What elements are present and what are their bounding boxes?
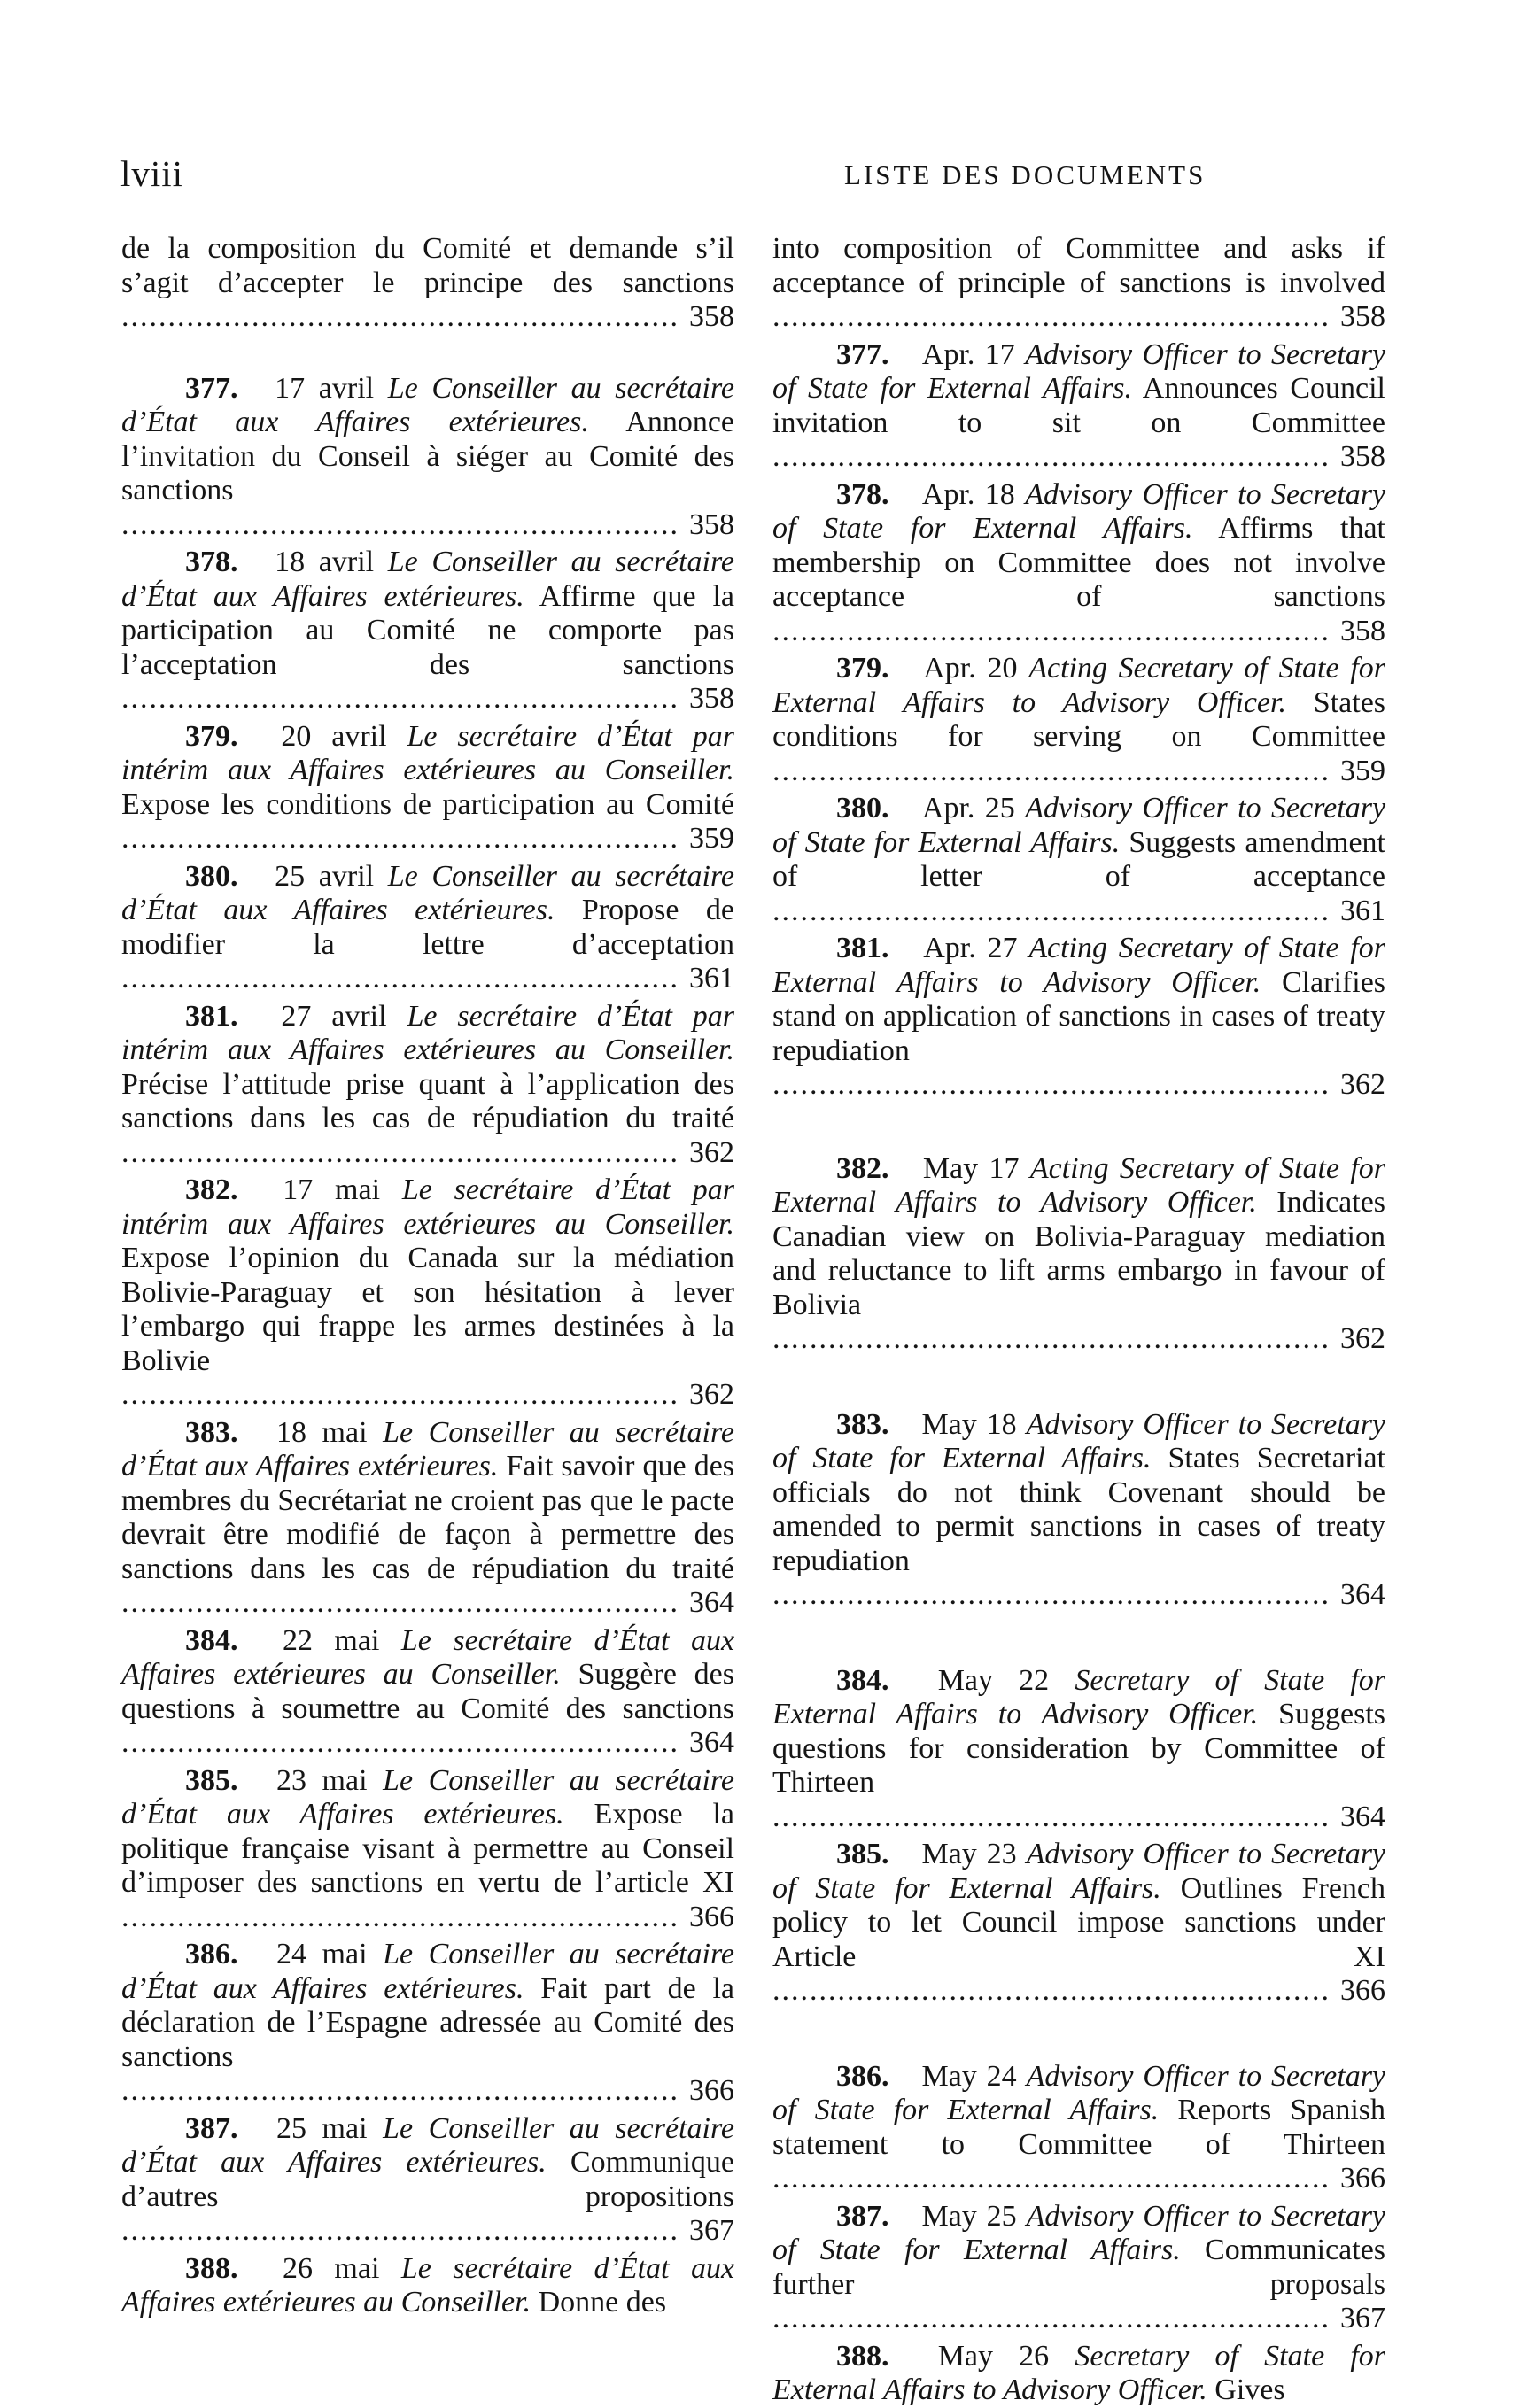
dot-leader: ............................................................ [121, 822, 679, 855]
entry-correspondents: Le secrétaire d’État par intérim aux Affaires extérieures au Conseiller. [121, 999, 735, 1066]
entry-summary: States conditions for serving on Committee [772, 685, 1386, 753]
running-title: LISTE DES DOCUMENTS [844, 159, 1207, 190]
entry-page-number: 358 [689, 682, 734, 715]
dot-leader: ............................................................ [772, 1974, 1331, 2007]
english-entry [772, 2060, 1385, 2196]
entry-date: 24 mai [276, 1938, 368, 1971]
entry-summary: Suggests amendment of letter of acceptance [772, 825, 1386, 893]
entry-number: 382. [836, 1151, 889, 1185]
entry-page-number: 366 [1340, 1974, 1385, 2007]
entry-number: 383. [836, 1407, 889, 1441]
entry-summary: Fait part de la déclaration de l’Espagne adressée au Comité des sanctions [121, 1971, 734, 2073]
entry-page-number: 359 [1340, 754, 1385, 787]
entry-page-number: 359 [689, 822, 734, 855]
entry-summary: Expose l’opinion du Canada sur la médiation Bolivie-Paraguay et son hésitation à lever l’embargo qui frappe les armes destinées à la Bolivie [121, 1242, 734, 1377]
entry-date: 22 mai [282, 1623, 380, 1657]
entry-summary: Annonce l’invitation du Conseil à siéger au Comité des sanctions [121, 406, 735, 507]
english-entry [772, 932, 1385, 1103]
dot-leader: ............................................................ [121, 682, 679, 715]
english-entry [772, 338, 1385, 475]
entry-number: 379. [836, 652, 889, 685]
entry-number: 380. [836, 792, 889, 825]
entry-date: Apr. 17 [921, 337, 1015, 371]
entry-page-number: 362 [1340, 1068, 1385, 1101]
entry-summary: Donne des [538, 2286, 667, 2319]
entry-summary: Clarifies stand on application of sanctions in cases of treaty repudiation [772, 965, 1386, 1067]
entry-correspondents: Advisory Officer to Secretary of State for External Affairs. [772, 1838, 1386, 1905]
entry-correspondents: Le Conseiller au secrétaire d’État aux Affaires extérieures. [121, 2111, 735, 2179]
entry-summary: States Secretariat officials do not think Covenant should be amended to permit sanctions in cases of treaty repudiation [772, 1442, 1386, 1577]
entry-summary: Suggests questions for consideration by Committee of Thirteen [772, 1698, 1386, 1799]
entry-date: Apr. 27 [923, 932, 1018, 964]
entry-correspondents: Secretary of State for External Affairs to Advisory Officer. [772, 2339, 1386, 2406]
entry-summary: de la composition du Comité et demande s’il s’agit d’accepter le principe des sanctions [121, 232, 734, 299]
entry-correspondents: Acting Secretary of State for External Affairs to Advisory Officer. [772, 1151, 1385, 1219]
french-entry [121, 372, 734, 543]
english-entry [772, 2340, 1385, 2408]
entry-number: 386. [185, 1938, 238, 1971]
entry-number: 384. [185, 1623, 238, 1657]
english-entry [772, 1408, 1385, 1613]
dot-leader: ............................................................ [121, 1135, 679, 1169]
entry-summary: Indicates Canadian view on Bolivia-Paraguay mediation and reluctance to lift arms embargo in favour of Bolivia [772, 1186, 1386, 1321]
entry-date: 17 avril [275, 371, 375, 405]
entry-date: 18 mai [276, 1415, 368, 1449]
french-entry [121, 1173, 734, 1413]
entry-page-number: 358 [1340, 614, 1385, 647]
entry-summary: Fait savoir que des membres du Secrétariat ne croient pas que le pacte devrait être modifié de façon à permettre des sanctions dans les cas de répudiation du traité [121, 1450, 735, 1585]
entry-date: May 23 [921, 1838, 1017, 1870]
english-entry [772, 1152, 1385, 1357]
entry-page-number: 366 [689, 2074, 734, 2107]
french-entry [121, 1938, 734, 2109]
entry-page-number: 358 [689, 507, 734, 541]
entry-number: 385. [836, 1838, 889, 1870]
dot-leader: ............................................................ [772, 1578, 1331, 1611]
entry-correspondents: Advisory Officer to Secretary of State for External Affairs. [772, 792, 1386, 859]
entry-summary: Expose la politique française visant à permettre au Conseil d’imposer des sanctions en vertu de l’article XI [121, 1798, 734, 1899]
entry-page-number: 362 [689, 1378, 734, 1411]
french-entry [121, 2252, 734, 2320]
entry-page-number: 361 [689, 962, 734, 995]
entry-date: May 17 [922, 1151, 1020, 1185]
entry-page-number: 364 [1340, 1800, 1385, 1833]
entry-correspondents: Advisory Officer to Secretary of State for External Affairs. [772, 2199, 1386, 2266]
entry-date: 20 avril [281, 719, 387, 753]
dot-leader: ............................................................ [772, 1800, 1331, 1833]
entry-date: Apr. 18 [921, 477, 1015, 511]
entry-page-number: 362 [689, 1135, 734, 1169]
entry-correspondents: Advisory Officer to Secretary of State for External Affairs. [772, 337, 1386, 405]
dot-leader: ............................................................ [772, 1068, 1331, 1101]
entry-number: 388. [836, 2339, 889, 2373]
english-entry [772, 792, 1385, 928]
dot-leader: ............................................................ [121, 2214, 679, 2247]
entry-date: Apr. 25 [921, 792, 1015, 825]
entry-summary: Gives [1214, 2373, 1285, 2406]
english-entry [772, 1664, 1385, 1835]
entry-page-number: 364 [689, 1726, 734, 1759]
entry-correspondents: Le Conseiller au secrétaire d’État aux Affaires extérieures. [121, 1415, 735, 1483]
english-entry [772, 232, 1385, 335]
entry-summary: Affirme que la participation au Comité ne comporte pas l’acceptation des sanctions [121, 579, 735, 681]
entry-summary: Précise l’attitude prise quant à l’application des sanctions dans les cas de répudiation du traité [121, 1067, 734, 1134]
entry-number: 378. [836, 477, 889, 511]
entry-number: 387. [836, 2199, 889, 2233]
entry-summary: into composition of Committee and asks if acceptance of principle of sanctions is involved [772, 232, 1385, 299]
entry-page-number: 358 [689, 300, 734, 333]
entry-summary: Communicates further proposals [772, 2234, 1386, 2301]
dot-leader: ............................................................ [772, 2162, 1331, 2195]
french-entry [121, 860, 734, 996]
entry-correspondents: Secretary of State for External Affairs to Advisory Officer. [772, 1663, 1386, 1731]
dot-leader: ............................................................ [772, 754, 1331, 787]
dot-leader: ............................................................ [772, 300, 1331, 333]
entry-correspondents: Le secrétaire d’État par intérim aux Affaires extérieures au Conseiller. [121, 1173, 735, 1241]
dot-leader: ............................................................ [121, 300, 679, 333]
entry-page-number: 362 [1340, 1322, 1385, 1355]
entry-date: 17 mai [283, 1173, 381, 1206]
entry-number: 388. [185, 2251, 238, 2285]
entry-correspondents: Le Conseiller au secrétaire d’État aux Affaires extérieures. [121, 859, 734, 926]
entry-date: 26 mai [282, 2251, 380, 2285]
french-column [121, 232, 734, 2320]
entry-date: May 22 [937, 1663, 1050, 1697]
dot-leader: ............................................................ [772, 440, 1331, 473]
entry-date: 27 avril [281, 999, 387, 1033]
entry-date: May 18 [921, 1407, 1017, 1441]
entry-number: 385. [185, 1763, 238, 1797]
entry-summary: Outlines French policy to let Council impose sanctions under Article XI [772, 1871, 1386, 1973]
entry-date: 18 avril [275, 546, 375, 578]
dot-leader: ............................................................ [772, 1322, 1331, 1355]
entry-page-number: 358 [1340, 440, 1385, 473]
entry-number: 382. [185, 1173, 238, 1206]
dot-leader: ............................................................ [121, 1378, 679, 1411]
french-entry [121, 1764, 734, 1935]
french-entry [121, 720, 734, 856]
french-entry [121, 232, 734, 335]
entry-number: 387. [185, 2111, 238, 2145]
entry-page-number: 364 [1340, 1578, 1385, 1611]
entry-correspondents: Le Conseiller au secrétaire d’État aux Affaires extérieures. [121, 546, 734, 613]
english-entry [772, 1838, 1385, 2009]
french-entry [121, 1416, 734, 1621]
entry-date: May 26 [937, 2339, 1050, 2373]
entry-correspondents: Le secrétaire d’État aux Affaires extérieures au Conseiller. [121, 1623, 735, 1691]
dot-leader: ............................................................ [772, 2302, 1331, 2334]
entry-date: May 24 [921, 2059, 1017, 2093]
entry-number: 379. [185, 719, 238, 753]
entry-page-number: 361 [1340, 894, 1385, 927]
dot-leader: ............................................................ [121, 1586, 679, 1619]
entry-correspondents: Advisory Officer to Secretary of State for External Affairs. [772, 1407, 1386, 1475]
entry-correspondents: Advisory Officer to Secretary of State for External Affairs. [772, 477, 1386, 545]
entry-correspondents: Le Conseiller au secrétaire d’État aux Affaires extérieures. [121, 1938, 735, 2005]
entry-correspondents: Acting Secretary of State for External Affairs to Advisory Officer. [772, 932, 1386, 999]
entry-number: 378. [185, 546, 238, 578]
dot-leader: ............................................................ [121, 1726, 679, 1759]
entry-number: 377. [836, 337, 889, 371]
entry-page-number: 366 [689, 1900, 734, 1933]
dot-leader: ............................................................ [121, 962, 679, 995]
entry-number: 383. [185, 1415, 238, 1449]
entry-summary: Announces Council invitation to sit on Committee [772, 372, 1386, 439]
dot-leader: ............................................................ [772, 614, 1331, 647]
entry-number: 384. [836, 1663, 889, 1697]
french-entry [121, 1000, 734, 1171]
entry-summary: Affirms that membership on Committee does not involve acceptance of sanctions [772, 512, 1385, 613]
french-entry [121, 2112, 734, 2249]
english-entry [772, 2200, 1385, 2336]
dot-leader: ............................................................ [121, 507, 679, 541]
english-column [772, 232, 1385, 2408]
entry-page-number: 367 [689, 2214, 734, 2247]
entry-summary: Reports Spanish statement to Committee of Thirteen [772, 2094, 1386, 2161]
dot-leader: ............................................................ [772, 894, 1331, 927]
english-entry [772, 478, 1385, 649]
entry-summary: Suggère des questions à soumettre au Comité des sanctions [121, 1658, 734, 1725]
entry-correspondents: Le Conseiller au secrétaire d’État aux Affaires extérieures. [121, 371, 734, 438]
english-entry [772, 652, 1385, 788]
entry-number: 386. [836, 2059, 889, 2093]
entry-summary: Propose de modifier la lettre d’acceptation [121, 894, 735, 961]
entry-page-number: 366 [1340, 2162, 1385, 2195]
entry-date: 25 avril [275, 859, 375, 893]
entry-correspondents: Acting Secretary of State for External Affairs to Advisory Officer. [772, 652, 1386, 719]
entry-summary: Expose les conditions de participation au Comité [121, 787, 734, 821]
entry-number: 381. [836, 932, 889, 964]
entry-date: 25 mai [276, 2111, 368, 2145]
entry-page-number: 367 [1340, 2302, 1385, 2334]
entry-summary: Communique d’autres propositions [121, 2146, 734, 2213]
entry-number: 380. [185, 859, 238, 893]
entry-page-number: 364 [689, 1586, 734, 1619]
french-entry [121, 1624, 734, 1761]
dot-leader: ............................................................ [121, 1900, 679, 1933]
entry-correspondents: Le Conseiller au secrétaire d’État aux Affaires extérieures. [121, 1763, 735, 1831]
entry-date: 23 mai [276, 1763, 368, 1797]
entry-correspondents: Le secrétaire d’État aux Affaires extérieures au Conseiller. [121, 2251, 735, 2319]
entry-number: 377. [185, 371, 238, 405]
entry-correspondents: Advisory Officer to Secretary of State for External Affairs. [772, 2059, 1386, 2126]
french-entry [121, 546, 734, 716]
page-number: lviii [120, 153, 184, 194]
entry-number: 381. [185, 999, 238, 1033]
entry-date: Apr. 20 [923, 652, 1018, 685]
entry-date: May 25 [921, 2199, 1017, 2233]
dot-leader: ............................................................ [121, 2074, 679, 2107]
entry-page-number: 358 [1340, 300, 1385, 333]
entry-correspondents: Le secrétaire d’État par intérim aux Affaires extérieures au Conseiller. [121, 719, 735, 786]
